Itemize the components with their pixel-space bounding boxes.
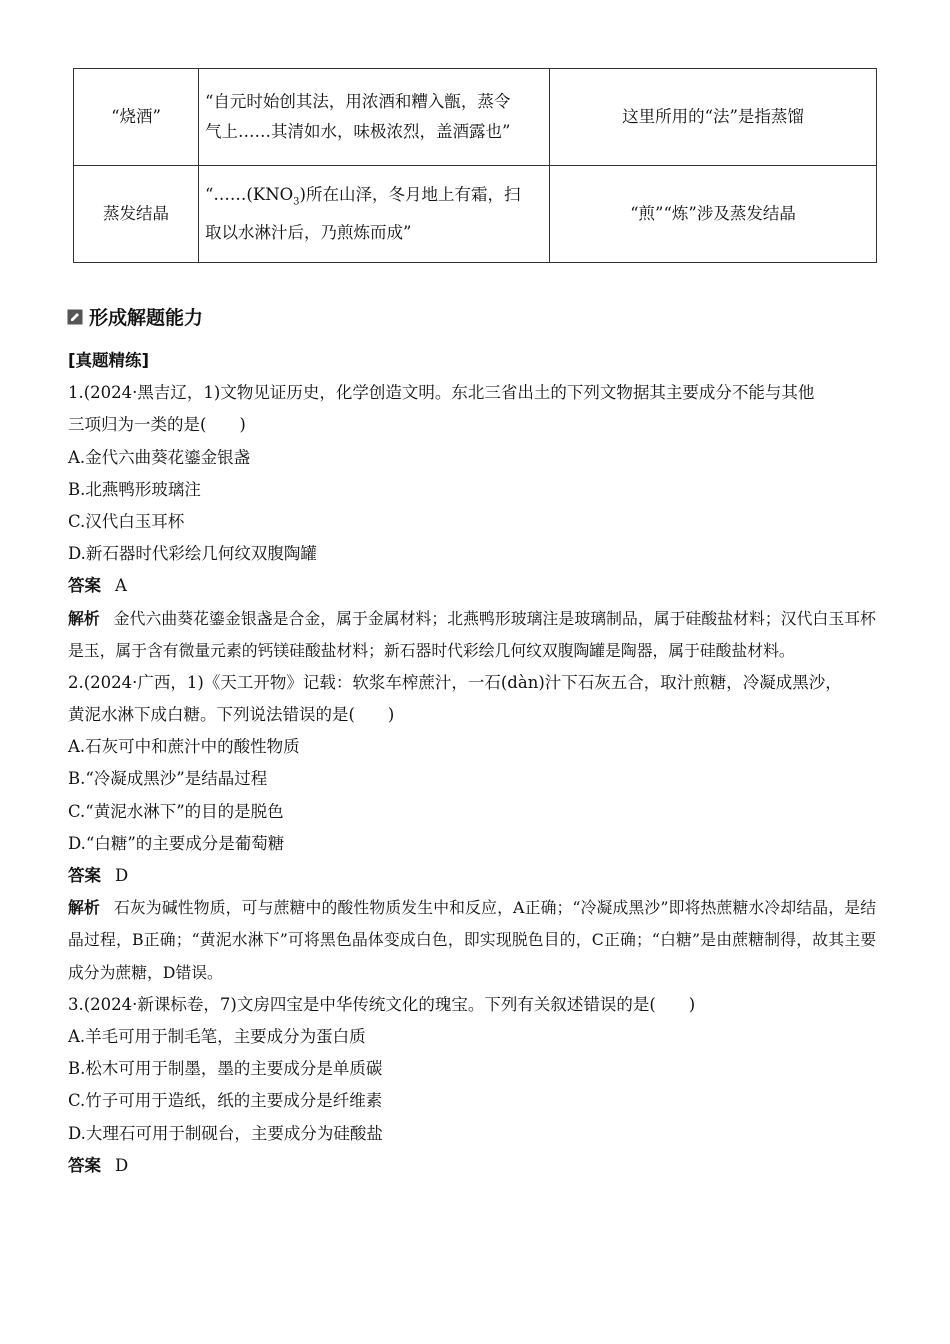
q1-option-d: D.新石器时代彩绘几何纹双腹陶罐 — [68, 544, 317, 564]
table-cell-note: “煎”“炼”涉及蒸发结晶 — [550, 166, 877, 263]
q1-analysis — [68, 603, 876, 667]
q2-answer — [68, 860, 876, 892]
q2-stem: 黄泥水淋下成白糖。下列说法错误的是( ) — [68, 705, 395, 725]
quote-text: )所在山泽，冬月地上有霜，扫 — [299, 185, 521, 205]
distillation-table — [73, 68, 877, 263]
q2-option-c: C.“黄泥水淋下”的目的是脱色 — [68, 801, 284, 821]
table-cell-quote — [199, 166, 550, 263]
q3-answer — [68, 1150, 876, 1182]
subsection-label: [真题精练] — [68, 351, 150, 370]
answer-label: 答案 — [68, 576, 101, 596]
q3-option-b: B.松木可用于制墨，墨的主要成分是单质碳 — [68, 1059, 383, 1079]
q2-analysis — [68, 892, 876, 989]
table-cell-name: 蒸发结晶 — [74, 166, 199, 263]
analysis-label: 解析 — [68, 898, 100, 918]
answer-value: A — [115, 576, 127, 596]
q1-stem: 三项归为一类的是( ) — [68, 415, 246, 435]
quote-line — [205, 180, 543, 217]
analysis-label: 解析 — [68, 608, 100, 628]
q1-answer — [68, 570, 876, 602]
quote-line: 取以水淋汁后，乃煎炼而成” — [205, 222, 412, 242]
answer-value: D — [115, 866, 129, 886]
pencil-box-icon — [67, 309, 83, 325]
quote-text: “……(KNO — [205, 185, 294, 205]
q2-option-a: A.石灰可中和蔗汁中的酸性物质 — [68, 737, 300, 757]
analysis-text: 金代六曲葵花鎏金银盏是合金，属于金属材料；北燕鸭形玻璃注是玻璃制品，属于硅酸盐材料；汉代白玉耳杯是玉，属于含有微量元素的钙镁硅酸盐材料；新石器时代彩绘几何纹双腹陶罐是陶器，属于硅酸盐材料。 — [68, 608, 876, 660]
q3-option-a: A.羊毛可用于制毛笔，主要成分为蛋白质 — [68, 1027, 366, 1047]
q2-option-d: D.“白糖”的主要成分是葡萄糖 — [68, 833, 285, 853]
q1-option-c: C.汉代白玉耳杯 — [68, 511, 185, 531]
quote-line: “自元时始创其法，用浓酒和糟入甑，蒸令 — [205, 92, 511, 111]
q1-option-a: A.金代六曲葵花鎏金银盏 — [68, 447, 251, 467]
q2-stem: 2.(2024·广西，1)《天工开物》记载：软浆车榨蔗汁，一石(dàn)汁下石灰五合，取汁煎糖，冷凝成黑沙， — [68, 672, 842, 692]
answer-value: D — [115, 1155, 129, 1175]
quote-line: 气上……其清如水，味极浓烈，盖酒露也” — [205, 122, 511, 141]
q3-option-c: C.竹子可用于造纸，纸的主要成分是纤维素 — [68, 1091, 383, 1111]
analysis-text: 石灰为碱性物质，可与蔗糖中的酸性物质发生中和反应，A正确；“冷凝成黑沙”即将热蔗糖水冷却结晶，是结晶过程，B正确；“黄泥水淋下”可将黑色晶体变成白色，即实现脱色目的，C正确；“白糖”是由蔗糖制得，故其主要成分为蔗糖，D错误。 — [68, 898, 876, 982]
table-cell-note: 这里所用的“法”是指蒸馏 — [550, 69, 877, 166]
answer-label: 答案 — [68, 1155, 101, 1175]
table-row — [74, 166, 877, 263]
q3-option-d: D.大理石可用于制砚台，主要成分为硅酸盐 — [68, 1123, 383, 1143]
q1-stem: 1.(2024·黑吉辽，1)文物见证历史，化学创造文明。东北三省出土的下列文物据其主要成分不能与其他 — [68, 383, 815, 403]
quote-subscript: 3 — [293, 196, 300, 208]
answer-label: 答案 — [68, 866, 101, 886]
section-title: 形成解题能力 — [89, 307, 204, 329]
exercise-content — [68, 345, 876, 1182]
q3-stem: 3.(2024·新课标卷，7)文房四宝是中华传统文化的瑰宝。下列有关叙述错误的是( ) — [68, 994, 696, 1014]
table-row — [74, 69, 877, 166]
q2-option-b: B.“冷凝成黑沙”是结晶过程 — [68, 769, 268, 789]
table-cell-name: “烧酒” — [74, 69, 199, 166]
q1-option-b: B.北燕鸭形玻璃注 — [68, 479, 201, 499]
section-heading — [67, 303, 203, 330]
table-cell-quote — [199, 69, 550, 166]
